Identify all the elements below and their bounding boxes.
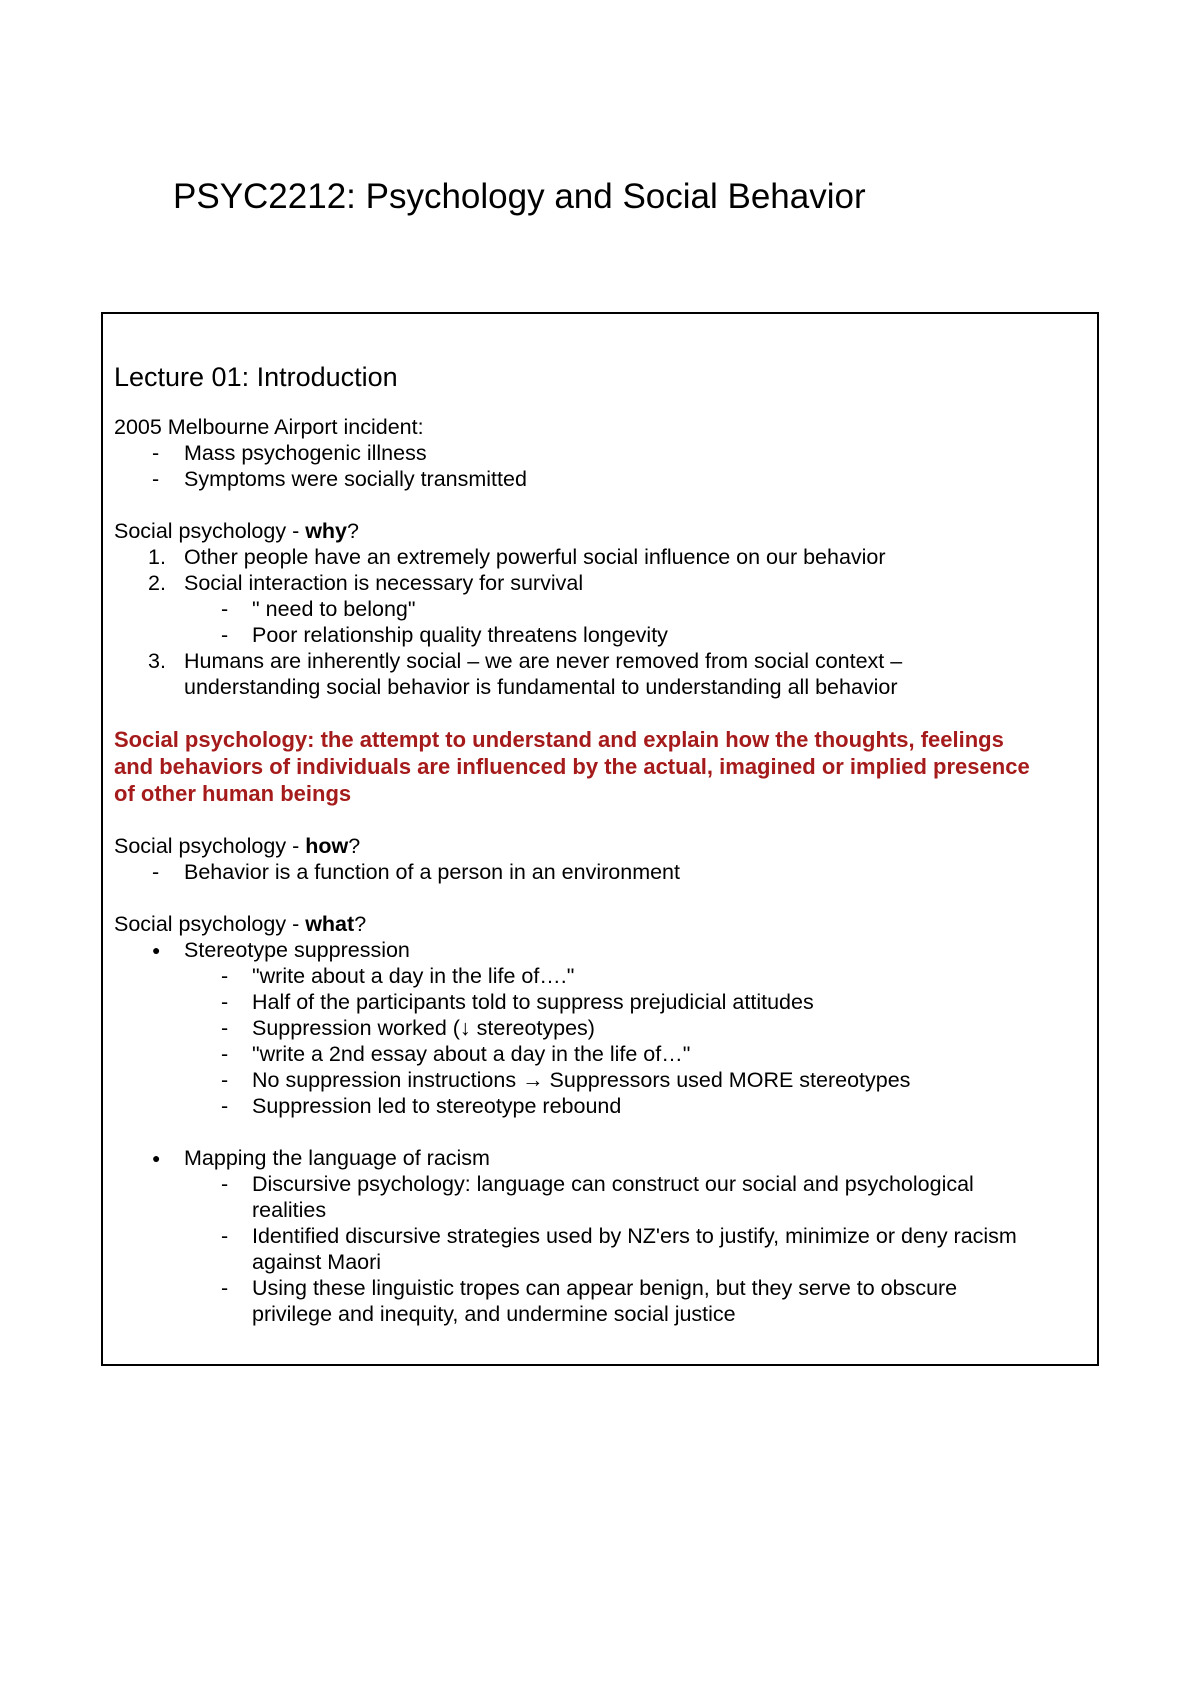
list-item: - Mass psychogenic illness [152, 441, 427, 465]
sub-list-item: - Half of the participants told to suppress prejudicial attitudes [221, 990, 814, 1014]
dash-marker: - [221, 597, 229, 621]
lecture-heading: Lecture 01: Introduction [114, 362, 398, 392]
numbered-item-continuation: understanding social behavior is fundamental to understanding all behavior [184, 675, 898, 699]
incident-label: 2005 Melbourne Airport incident: [114, 415, 424, 439]
dash-marker: - [152, 467, 160, 491]
dash-marker: - [221, 990, 229, 1014]
numbered-item: 2. Social interaction is necessary for survival [148, 571, 584, 595]
sub-list-item-continuation: realities [252, 1198, 327, 1222]
sub-list-item: - No suppression instructions → Suppressors used MORE stereotypes [221, 1068, 911, 1092]
page-title: PSYC2212: Psychology and Social Behavior [173, 177, 866, 216]
sub-list-item: - Discursive psychology: language can construct our social and psychological [221, 1172, 974, 1196]
dash-marker: - [221, 1042, 229, 1066]
sub-list-item: - " need to belong" [221, 597, 416, 621]
definition-callout: Social psychology: the attempt to understand and explain how the thoughts, feelings and behaviors of individuals are influenced by the actual, imagined or implied presence of other human beings [114, 727, 1030, 806]
list-item: - Behavior is a function of a person in an environment [152, 860, 680, 884]
dash-marker: - [221, 1094, 229, 1118]
bullet-item: ● Stereotype suppression [152, 938, 410, 962]
dash-marker: - [221, 1224, 229, 1248]
sub-list-item: - Poor relationship quality threatens longevity [221, 623, 668, 647]
dash-marker: - [221, 623, 229, 647]
sub-list-item: - Identified discursive strategies used by NZ'ers to justify, minimize or deny racism [221, 1224, 1017, 1248]
sub-list-item-continuation: against Maori [252, 1250, 382, 1274]
bullet-icon: ● [152, 942, 161, 958]
numbered-item: 3. Humans are inherently social – we are never removed from social context – [148, 649, 903, 673]
sub-list-item: - Suppression worked (↓ stereotypes) [221, 1016, 595, 1040]
sub-list-item: - Suppression led to stereotype rebound [221, 1094, 622, 1118]
dash-marker: - [221, 1172, 229, 1196]
section-why-heading: Social psychology - why? [114, 519, 359, 543]
list-item: - Symptoms were socially transmitted [152, 467, 527, 491]
sub-list-item: - "write about a day in the life of…." [221, 964, 575, 988]
sub-list-item: - Using these linguistic tropes can appear benign, but they serve to obscure [221, 1276, 958, 1300]
sub-list-item: - "write a 2nd essay about a day in the life of…" [221, 1042, 691, 1066]
dash-marker: - [221, 1276, 229, 1300]
section-what-heading: Social psychology - what? [114, 912, 367, 936]
dash-marker: - [152, 441, 160, 465]
dash-marker: - [221, 1016, 229, 1040]
dash-marker: - [221, 964, 229, 988]
bullet-item: ● Mapping the language of racism [152, 1146, 490, 1170]
dash-marker: - [152, 860, 160, 884]
section-how-heading: Social psychology - how? [114, 834, 361, 858]
lecture-notes-box [101, 312, 1099, 1366]
dash-marker: - [221, 1068, 229, 1092]
numbered-item: 1. Other people have an extremely powerful social influence on our behavior [148, 545, 886, 569]
bullet-icon: ● [152, 1150, 161, 1166]
sub-list-item-continuation: privilege and inequity, and undermine social justice [252, 1302, 736, 1326]
